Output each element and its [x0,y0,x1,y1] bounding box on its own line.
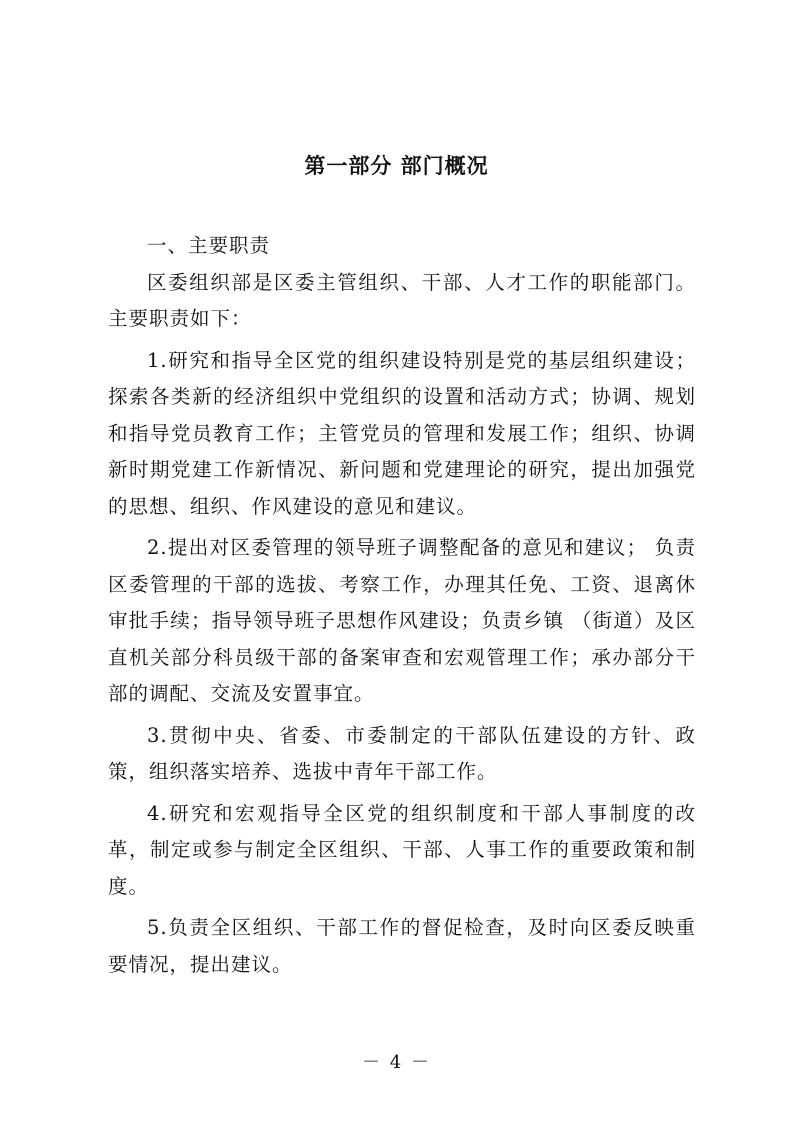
duty-item-5: 5.负责全区组织、干部工作的督促检查，及时向区委反映重要情况，提出建议。 [108,916,696,976]
page-number: － 4 － [362,1052,431,1073]
page-title: 第一部分 部门概况 [304,154,489,178]
intro-paragraph: 区委组织部是区委主管组织、干部、人才工作的职能部门。主要职责如下： [108,270,696,330]
document-body [108,228,696,983]
duty-item-4: 4.研究和宏观指导全区党的组织制度和干部人事制度的改革，制定或参与制定全区组织、干部、人事工作的重要政策和制度。 [108,801,696,898]
section-heading: 一、主要职责 [147,234,271,257]
duty-item-2: 2.提出对区委管理的领导班子调整配备的意见和建议； 负责区委管理的干部的选拔、考察工作，办理其任免、工资、退离休审批手续；指导领导班子思想作风建设；负责乡镇 （街道）及区直机关部分科员级干部的备案审查和宏观管理工作；承办部分干部的调配、交流及安置事宜。 [108,536,696,705]
duty-item-3: 3.贯彻中央、省委、市委制定的干部队伍建设的方针、政策，组织落实培养、选拔中青年干部工作。 [108,723,696,783]
duty-item-1: 1.研究和指导全区党的组织建设特别是党的基层组织建设；探索各类新的经济组织中党组织的设置和活动方式；协调、规划和指导党员教育工作；主管党员的管理和发展工作；组织、协调新时期党建工作新情况、新问题和党建理论的研究，提出加强党的思想、组织、作风建设的意见和建议。 [108,348,696,518]
